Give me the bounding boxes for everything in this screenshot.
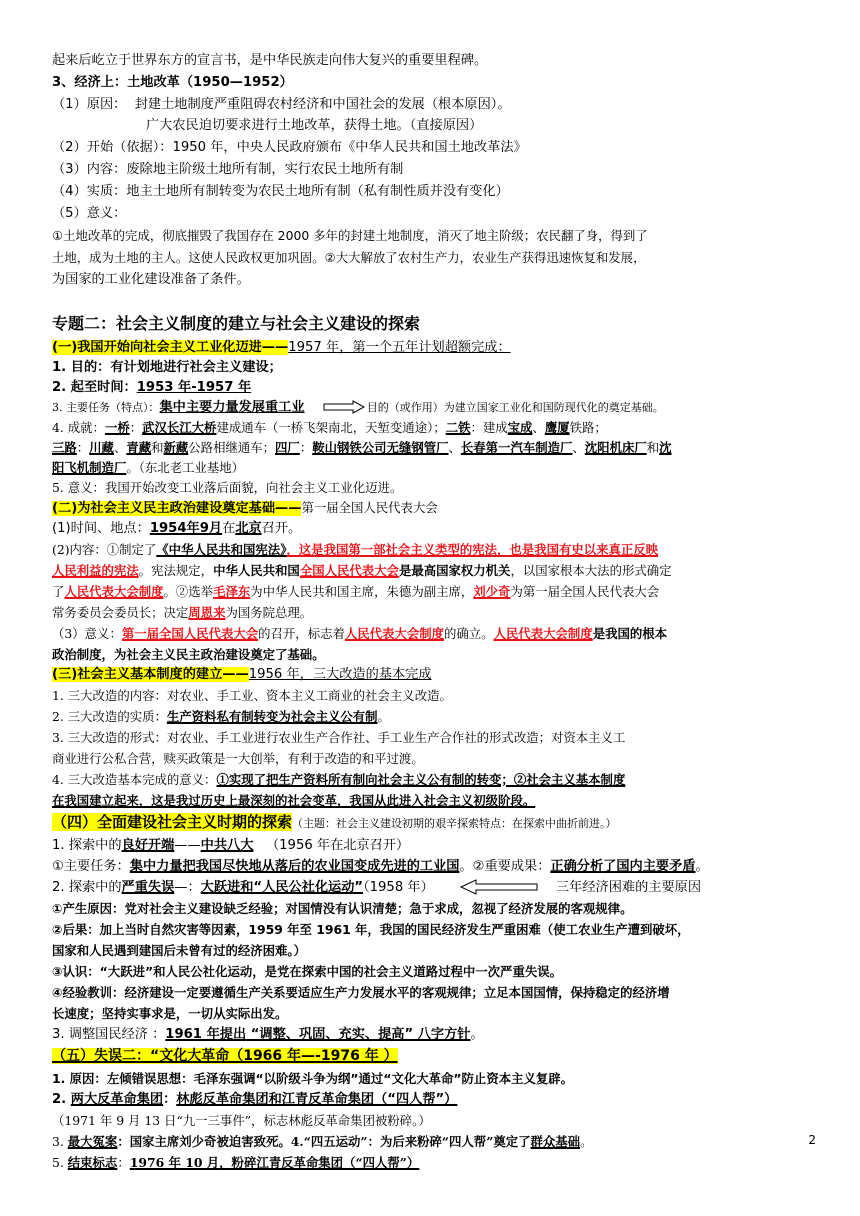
text-span: 良好开端 <box>121 838 175 853</box>
text-span: 二铁 <box>445 420 471 435</box>
text-line <box>52 919 812 940</box>
text-span: 2. 起至时间： <box>52 380 137 395</box>
text-line <box>52 203 812 224</box>
text-line <box>52 602 812 623</box>
text-span: 3. 主要任务（特点）： <box>52 401 160 414</box>
text-span: ，粉碎江青反革命集团（“四人帮”） <box>219 1155 420 1170</box>
text-line <box>52 706 812 727</box>
text-span: 3. 调整国民经济 ： <box>52 1027 166 1042</box>
text-line <box>52 50 812 71</box>
text-span: 3. <box>52 1134 68 1149</box>
text-span: 正确分析了国内主要矛盾 <box>550 859 696 874</box>
text-span: 、 <box>113 440 127 455</box>
text-span: 在 <box>222 521 236 536</box>
section-3-heading <box>52 664 812 685</box>
text-span: 中共八大 <box>200 838 254 853</box>
text-span: 新藏 <box>163 440 189 455</box>
text-span: （1958 年） <box>363 880 434 895</box>
text-span: 召开。 <box>261 521 302 536</box>
text-line <box>52 137 812 158</box>
text-span: ： <box>117 1155 130 1170</box>
text-line <box>52 181 812 202</box>
section-2-heading <box>52 497 812 519</box>
text-span: 2. <box>52 1092 71 1107</box>
text-span: 结束标志 <box>67 1155 118 1170</box>
text-span: 集中主要力量发展重工业 <box>159 400 305 415</box>
text-span: 四厂 <box>275 440 300 455</box>
text-span: ①实现了把生产资料所有制向社会主义公有制的转变；②社会主义基本制度 <box>216 772 626 787</box>
text-line <box>52 477 812 498</box>
heading-text: 3、经济上：土地改革（1950—1952） <box>52 75 293 90</box>
highlight-text: (二)为社会主义民主政治建设奠定基础—— <box>52 501 302 516</box>
text-span: ④经验教训：经济建设一定要遵循生产关系要适应生产力发展水平的客观规律；立足本国国情，保持稳定的经济增 <box>52 985 670 1000</box>
text-span: 沈阳机床厂 <box>584 440 647 455</box>
text-span: 4. 成就： <box>52 420 105 435</box>
text-span: 1. 探索中的 <box>52 838 122 853</box>
text-line <box>52 539 812 560</box>
page-number: 2 <box>808 1133 816 1147</box>
text-span: 土地，成为土地的主人。这使人民政权更加巩固。②大大解放了农村生产力，农业生产获得迅速恢复和发展， <box>52 250 646 265</box>
text-span: 人民代表大会制度 <box>344 626 444 641</box>
highlight-text: (一)我国开始向社会主义工业化迈进—— <box>52 340 289 355</box>
text-span: (1)时间、地点： <box>52 521 150 536</box>
text-line <box>52 225 812 246</box>
text-span: 铁路； <box>569 420 607 435</box>
text-line <box>52 898 812 919</box>
text-span: ，这是我国第一部社会主义类型的宪法，也是我国有史以来真正反映 <box>286 542 659 557</box>
left-arrow-icon <box>460 879 538 895</box>
text-line <box>52 377 812 398</box>
text-span: 。②选举 <box>163 584 214 599</box>
text-span: 。 <box>580 1134 593 1149</box>
topic-title <box>52 313 812 334</box>
text-span: —— <box>174 838 201 853</box>
text-line <box>52 623 812 644</box>
text-span: 长速度；坚持实事求是，一切从实际出发。 <box>52 1006 288 1021</box>
text-span: ①主要任务： <box>52 859 130 874</box>
text-span: 一桥 <box>104 420 130 435</box>
text-span: 第一届全国人民代表大会 <box>121 626 259 641</box>
text-line <box>52 518 812 539</box>
text-line <box>52 1110 812 1131</box>
text-span: 周恩来 <box>188 605 226 620</box>
text-span: 政治制度，为社会主义民主政治建设奠定了基础。 <box>52 647 325 662</box>
text-span: 。（东北老工业基地） <box>126 460 245 475</box>
text-line <box>52 769 812 790</box>
section-1-heading <box>52 337 812 358</box>
text-span: 是最高国家权力机关 <box>398 563 511 578</box>
text-span: 严重失误 <box>121 880 175 895</box>
text-span: 三路 <box>52 440 77 455</box>
text-span: 人民代表大会制度 <box>493 626 593 641</box>
text-span: （1956 年在北京召开） <box>265 838 410 853</box>
text-span: ①土地改革的完成，彻底摧毁了我国存在 2000 多年的封建土地制度，消灭了地主阶级；农民翻了身，得到了 <box>52 228 648 243</box>
text-span: 2. 三大改造的实质： <box>52 709 167 724</box>
text-line <box>52 790 812 811</box>
text-span: 、 <box>532 420 545 435</box>
text-span: 人民代表大会制度 <box>64 584 164 599</box>
text-span: 生产资料私有制转变为社会主义公有制 <box>166 709 378 724</box>
text-span: ： <box>76 440 90 455</box>
text-span: 最大冤案 <box>67 1134 118 1149</box>
text-span: 1957 年，第一个五年计划超额完成： <box>288 340 511 355</box>
text-span: 5. <box>52 1155 68 1170</box>
text-line <box>52 457 812 478</box>
text-span: ③认识：“大跃进”和人民公社化运动，是党在探索中国的社会主义道路过程中一次严重失误。 <box>52 964 563 979</box>
text-span: 阳飞机制造厂 <box>52 460 127 475</box>
text-span: “调整、巩固、充实、提高” 八字方针 <box>246 1027 471 1042</box>
text-span: 1953 年-1957 年 <box>136 380 252 395</box>
text-span: 商业进行公私合营，赎买政策是一大创举，有利于改造的和平过渡。 <box>52 751 424 766</box>
text-span: 的确立。 <box>444 626 494 641</box>
text-line <box>52 269 812 290</box>
text-line <box>52 1068 812 1089</box>
text-span: （1971 年 9 月 13 日“九一三事件”，标志林彪反革命集团被粉碎。） <box>52 1113 431 1128</box>
text-span: 川藏 <box>89 440 114 455</box>
text-span: 。 <box>695 859 709 874</box>
text-line <box>146 115 860 136</box>
text-span: 、 <box>572 440 585 455</box>
text-span: 1976 年 10 月 <box>129 1155 220 1170</box>
text-span: 1. 原因：左倾错误思想：毛泽东强调“以阶级斗争为纲”通过“文化大革命”防止资本主义复辟。 <box>52 1071 574 1086</box>
text-span: 2. 探索中的 <box>52 880 122 895</box>
text-line <box>52 835 812 856</box>
text-line <box>52 940 812 961</box>
text-span: 和 <box>646 440 660 455</box>
text-span: 国家和人民遇到建国后未曾有过的经济困难。） <box>52 943 307 958</box>
text-span: 4. 三大改造基本完成的意义： <box>52 772 217 787</box>
text-line <box>52 644 812 665</box>
text-line <box>52 1024 812 1045</box>
text-span: 1. 三大改造的内容：对农业、手工业、资本主义工商业的社会主义改造。 <box>52 688 452 703</box>
text-line <box>52 94 812 115</box>
text-line <box>52 397 812 418</box>
section-5-heading <box>52 1046 812 1067</box>
text-span: 是我国的根本 <box>592 626 668 641</box>
text-line <box>52 748 812 769</box>
text-span: 1. 目的：有计划地进行社会主义建设； <box>52 360 282 375</box>
title-text: 专题二：社会主义制度的建立与社会主义建设的探索 <box>52 314 421 333</box>
text-line <box>52 357 812 378</box>
text-span: 为中华人民共和国主席，朱德为副主席， <box>250 584 474 599</box>
text-span: —： <box>174 880 201 895</box>
text-span: ： <box>129 420 143 435</box>
text-span: 。 <box>377 709 390 724</box>
text-span: 长春第一汽车制造厂 <box>460 440 573 455</box>
text-span: 沈 <box>659 440 672 455</box>
text-line <box>52 685 812 706</box>
text-span: 3. 三大改造的形式：对农业、手工业进行农业生产合作社、手工业生产合作社的形式改造；对资本主义工 <box>52 730 626 745</box>
text-span: 毛泽东 <box>213 584 251 599</box>
text-span: （1）原因： <box>52 97 127 112</box>
text-line <box>52 1089 812 1110</box>
text-span: 三年经济困难的主要原因 <box>555 880 702 895</box>
text-span: 北京 <box>235 521 262 536</box>
text-span: 人民利益的宪法 <box>52 563 139 578</box>
text-span: (2)内容：①制定了 <box>52 542 157 557</box>
text-span: （5）意义： <box>52 206 127 221</box>
text-span: 全国人民代表大会 <box>299 563 399 578</box>
text-span: 。 <box>470 1027 484 1042</box>
text-span: 为国家的工业化建设准备了条件。 <box>52 272 250 287</box>
text-span: 大跃进和“人民公社化运动” <box>200 880 364 895</box>
text-span: 的召开，标志着 <box>258 626 345 641</box>
text-span: 1961 年提出 <box>165 1027 247 1042</box>
text-span: 起来后屹立于世界东方的宣言书，是中华民族走向伟大复兴的重要里程碑。 <box>52 53 488 68</box>
text-span: 1954年9月 <box>149 521 223 536</box>
text-span: 青藏 <box>126 440 152 455</box>
text-span: ：建成 <box>470 420 508 435</box>
text-span: ②后果：加上当时自然灾害等因素，1959 年至 1961 年，我国的国民经济发生严重困难（使工农业生产遭到破坏， <box>52 922 690 937</box>
text-span: 建成通车（一桥飞架南北，天堑变通途）； <box>216 420 446 435</box>
text-span: 目的（或作用）为建立国家工业化和国防现代化的奠定基础。 <box>366 401 664 414</box>
text-span: 第一届全国人民代表大会 <box>301 500 438 515</box>
text-span: 5. 意义：我国开始改变工业落后面貌，向社会主义工业化迈进。 <box>52 480 403 495</box>
text-span: 为国务院总理。 <box>225 605 313 620</box>
text-span: 公路相继通车； <box>188 440 276 455</box>
text-span: 宝成 <box>507 420 533 435</box>
text-span: （3）意义： <box>52 626 122 641</box>
text-line <box>52 417 812 438</box>
text-span: 为第一届全国人民代表大会 <box>510 584 660 599</box>
right-arrow-icon <box>323 400 365 414</box>
text-line <box>52 727 812 748</box>
section-4-heading <box>52 812 812 834</box>
text-line <box>52 437 812 458</box>
text-span: （主题：社会主义建设初期的艰辛探索特点：在探索中曲折前进。） <box>292 817 617 830</box>
section-heading <box>52 72 812 93</box>
text-span: 。②重要成果： <box>459 859 551 874</box>
text-span: 林彪反革命集团和江青反革命集团（“四人帮”） <box>176 1092 458 1107</box>
text-line <box>52 247 812 268</box>
text-line <box>52 159 812 180</box>
text-span: 《中华人民共和国宪法》 <box>156 542 287 557</box>
text-span: 1956 年，三大改造的基本完成 <box>248 667 432 682</box>
text-span: （2）开始（依据）：1950 年，中央人民政府颁布《中华人民共和国土地改革法》 <box>52 140 527 155</box>
text-span: 刘少奇 <box>473 584 511 599</box>
text-span: 群众基础 <box>530 1134 581 1149</box>
text-span: 鞍山钢铁公司无缝钢管厂 <box>312 440 449 455</box>
text-span: ： <box>163 1092 177 1107</box>
highlight-text: （五）失误二：“文化大革命（1966 年—-1976 年 ） <box>52 1048 398 1064</box>
text-span: 了 <box>52 584 65 599</box>
highlight-text: (三)社会主义基本制度的建立—— <box>52 667 249 682</box>
text-span: （3）内容：废除地主阶级土地所有制，实行农民土地所有制 <box>52 162 404 177</box>
text-span: ： <box>299 440 313 455</box>
text-span: ①产生原因：党对社会主义建设缺乏经验；对国情没有认识清楚；急于求成，忽视了经济发展的客观规律。 <box>52 901 633 916</box>
text-span: ：国家主席刘少奇被迫害致死。4.“四五运动”：为后来粉碎“四人帮”奠定了 <box>117 1134 531 1149</box>
text-span: 武汉长江大桥 <box>142 420 217 435</box>
text-line <box>52 877 812 898</box>
text-line <box>52 1152 812 1173</box>
text-span: 、 <box>448 440 461 455</box>
text-span: 在我国建立起来，这是我过历史上最深刻的社会变革，我国从此进入社会主义初级阶段。 <box>52 793 536 808</box>
text-span: 。宪法规定， <box>138 563 214 578</box>
text-line <box>52 982 812 1003</box>
text-line <box>52 560 812 581</box>
text-span: 两大反革命集团 <box>70 1092 164 1107</box>
text-line <box>52 581 812 602</box>
text-span: 集中力量把我国尽快地从落后的农业国变成先进的工业国 <box>129 859 460 874</box>
text-span: 广大农民迫切要求进行土地改革，获得土地。（直接原因） <box>146 118 483 133</box>
text-span: 和 <box>151 440 164 455</box>
text-line <box>52 856 812 877</box>
text-line <box>52 961 812 982</box>
text-line <box>52 1131 812 1152</box>
text-span: 常务委员会委员长；决定 <box>52 605 189 620</box>
text-span: 封建土地制度严重阻碍农村经济和中国社会的发展（根本原因）。 <box>134 97 511 112</box>
text-span: （4）实质：地主土地所有制转变为农民土地所有制（私有制性质并没有变化） <box>52 184 509 199</box>
text-span: 鹰厦 <box>544 420 570 435</box>
text-line <box>52 1003 812 1024</box>
text-span: ，以国家根本大法的形式确定 <box>510 563 672 578</box>
highlight-text: （四）全面建设社会主义时期的探索 <box>52 813 293 831</box>
text-span: 中华人民共和国 <box>213 563 300 578</box>
